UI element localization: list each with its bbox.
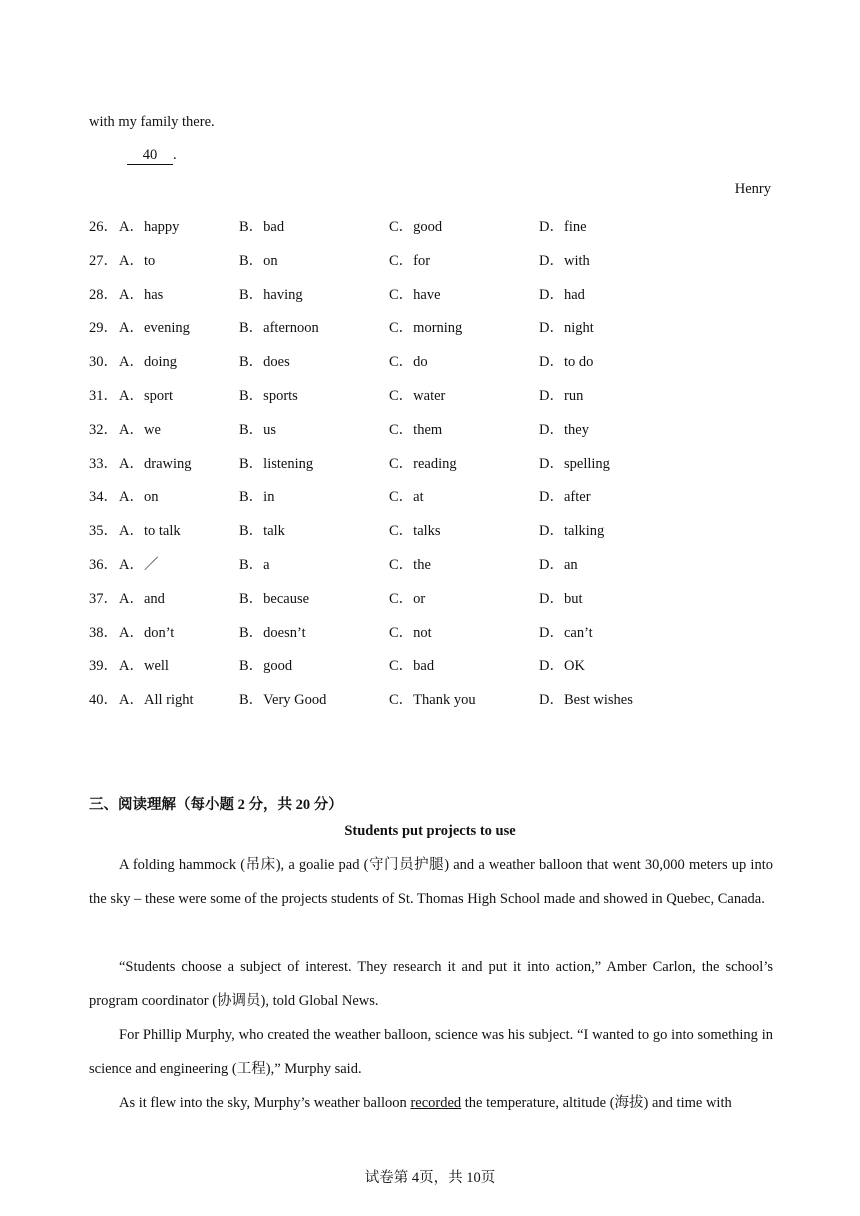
option-c (389, 519, 441, 540)
question-number: 35． (89, 523, 118, 540)
option-letter: C． (389, 354, 414, 371)
question-row (89, 283, 789, 303)
option-text: talking (563, 523, 605, 540)
option-letter: A． (119, 658, 144, 675)
option-text: they (563, 421, 589, 438)
option-a (119, 249, 155, 270)
option-b (239, 215, 284, 236)
option-d (539, 485, 591, 506)
question-row (89, 688, 789, 708)
option-d (539, 283, 585, 304)
option-b (239, 316, 319, 337)
option-text: talks (413, 523, 441, 540)
option-letter: A． (119, 692, 144, 709)
option-b (239, 350, 290, 371)
option-letter: D． (539, 658, 564, 675)
option-text: doesn’t (263, 624, 306, 641)
question-row (89, 316, 789, 336)
option-a (119, 350, 177, 371)
question-number: 36． (89, 557, 118, 573)
option-letter: D． (539, 455, 564, 472)
option-a (119, 485, 158, 506)
option-letter: B． (239, 219, 264, 235)
option-text: with (563, 252, 590, 269)
option-letter: B． (239, 320, 264, 337)
question-row (89, 654, 789, 674)
answer-blank-line (89, 147, 177, 165)
option-letter: D． (539, 523, 564, 540)
letter-signature: Henry (734, 181, 771, 197)
option-letter: C． (389, 219, 414, 235)
option-text: do (413, 354, 428, 371)
option-c (389, 485, 424, 506)
option-text: has (143, 286, 164, 303)
option-text: doing (143, 354, 178, 371)
option-text: evening (143, 320, 190, 337)
option-text: Thank you (413, 692, 476, 709)
option-text: a (263, 557, 270, 573)
option-text: afternoon (263, 320, 319, 337)
option-d (539, 350, 593, 371)
option-d (539, 553, 578, 574)
text-line: with my family there. (89, 114, 215, 130)
option-d (539, 384, 583, 405)
option-a (119, 283, 163, 304)
question-number: 33． (89, 455, 118, 472)
page-footer: 试卷第 4页，共 10页 (364, 1170, 496, 1186)
option-b (239, 553, 270, 574)
option-letter: C． (389, 320, 414, 337)
option-c (389, 553, 431, 574)
article-paragraph (89, 1086, 773, 1120)
option-text: an (563, 557, 578, 573)
option-text: we (143, 421, 161, 438)
question-number: 39． (89, 658, 118, 675)
option-d (539, 452, 610, 473)
option-c (389, 316, 462, 337)
option-text: water (413, 388, 446, 404)
option-letter: B． (239, 455, 264, 472)
option-letter: B． (239, 489, 264, 506)
option-d (539, 654, 585, 675)
option-b (239, 519, 285, 540)
option-letter: C． (389, 523, 414, 540)
option-c (389, 587, 425, 608)
option-letter: C． (389, 557, 414, 573)
option-d (539, 587, 583, 608)
option-letter: C． (389, 658, 414, 675)
option-text: to (143, 252, 156, 269)
option-d (539, 215, 587, 236)
option-b (239, 283, 303, 304)
option-text: run (563, 388, 584, 404)
option-text: for (413, 252, 431, 269)
option-d (539, 621, 593, 642)
option-a (119, 215, 179, 236)
option-letter: D． (539, 252, 564, 269)
option-a (119, 621, 174, 642)
option-letter: D． (539, 557, 564, 573)
option-text: at (413, 489, 424, 506)
option-letter: D． (539, 219, 564, 235)
option-text: to do (563, 354, 594, 371)
question-number: 37． (89, 590, 118, 607)
option-b (239, 654, 292, 675)
option-letter: D． (539, 489, 564, 506)
option-text: talk (263, 523, 285, 540)
question-number: 40． (89, 692, 118, 709)
option-text: or (413, 590, 426, 607)
option-letter: C． (389, 421, 414, 438)
option-letter: B． (239, 557, 264, 573)
question-row (89, 384, 789, 404)
question-row (89, 519, 789, 539)
option-b (239, 587, 309, 608)
option-letter: B． (239, 388, 264, 404)
option-letter: A． (119, 320, 144, 337)
option-letter: B． (239, 624, 264, 641)
option-text: had (563, 286, 585, 303)
option-letter: D． (539, 388, 564, 404)
option-text: after (563, 489, 591, 506)
option-letter: D． (539, 590, 564, 607)
option-letter: B． (239, 692, 264, 709)
option-text: can’t (563, 624, 593, 641)
option-letter: A． (119, 252, 144, 269)
option-letter: C． (389, 388, 414, 404)
option-letter: B． (239, 590, 264, 607)
option-letter: A． (119, 523, 144, 540)
option-b (239, 688, 326, 709)
option-letter: C． (389, 590, 414, 607)
option-letter: D． (539, 286, 564, 303)
article-title: Students put projects to use (344, 823, 516, 839)
option-b (239, 418, 276, 439)
option-letter: D． (539, 692, 564, 709)
option-c (389, 621, 432, 642)
question-row (89, 215, 789, 235)
option-a (119, 553, 158, 574)
question-row (89, 452, 789, 472)
option-letter: C． (389, 252, 414, 269)
option-text: morning (413, 320, 463, 337)
option-c (389, 688, 476, 709)
option-text: us (263, 421, 277, 438)
option-a (119, 452, 192, 473)
option-text: reading (413, 455, 457, 472)
option-b (239, 249, 278, 270)
option-text: and (143, 590, 165, 607)
section-title: 三、阅读理解（每小题 2 分，共 20 分） (89, 797, 343, 813)
option-c (389, 350, 428, 371)
option-text: drawing (143, 455, 192, 472)
option-text: having (263, 286, 303, 303)
option-a (119, 418, 161, 439)
option-a (119, 519, 181, 540)
option-a (119, 384, 173, 405)
option-letter: C． (389, 624, 414, 641)
option-text: sport (143, 388, 173, 404)
option-letter: A． (119, 421, 144, 438)
option-text: good (263, 658, 293, 675)
option-text: Very Good (263, 692, 327, 709)
option-letter: B． (239, 658, 264, 675)
option-c (389, 418, 442, 439)
option-a (119, 587, 165, 608)
option-letter: A． (119, 354, 144, 371)
option-letter: D． (539, 354, 564, 371)
question-row (89, 621, 789, 641)
option-letter: B． (239, 523, 264, 540)
option-text: Best wishes (563, 692, 633, 709)
option-d (539, 418, 589, 439)
option-letter: A． (119, 455, 144, 472)
option-letter: A． (119, 590, 144, 607)
article-paragraph: For Phillip Murphy, who created the weather balloon, science was his subject. “I wanted to go into something in science and engineering (工程),” Murphy said. (89, 1027, 773, 1077)
option-c (389, 249, 430, 270)
question-number: 31． (89, 388, 118, 404)
question-number: 29． (89, 320, 118, 337)
option-letter: C． (389, 455, 414, 472)
option-text: All right (143, 692, 194, 709)
paragraph-text: As it flew into the sky, Murphy’s weather balloon (119, 1095, 411, 1111)
option-text: does (263, 354, 290, 371)
option-a (119, 316, 190, 337)
option-c (389, 654, 434, 675)
option-a (119, 654, 169, 675)
option-text: bad (413, 658, 435, 675)
option-c (389, 283, 441, 304)
article-paragraph: A folding hammock (吊床), a goalie pad (守门员护腿) and a weather balloon that went 30,000 meters up into the sky – these were some of the projects students of St. Thomas High School made and showed in Quebec, Canada. (89, 857, 773, 907)
option-letter: C． (389, 286, 414, 303)
option-b (239, 384, 298, 405)
question-row (89, 485, 789, 505)
option-letter: B． (239, 286, 264, 303)
option-text: well (143, 658, 169, 675)
question-number: 27． (89, 252, 118, 269)
option-letter: A． (119, 286, 144, 303)
option-text: bad (263, 219, 285, 235)
option-a (119, 688, 194, 709)
question-row (89, 350, 789, 370)
option-text: but (563, 590, 583, 607)
option-letter: A． (119, 489, 144, 506)
option-text: on (143, 489, 159, 506)
option-text: not (413, 624, 432, 641)
option-letter: A． (119, 219, 144, 235)
underlined-word: recorded (410, 1095, 462, 1111)
question-number: 30． (89, 354, 118, 371)
question-row (89, 249, 789, 269)
answer-blank: 40 (127, 147, 173, 165)
option-c (389, 215, 442, 236)
option-letter: C． (389, 692, 414, 709)
option-text: have (413, 286, 441, 303)
option-text: OK (563, 658, 585, 675)
option-letter: B． (239, 421, 264, 438)
option-d (539, 688, 633, 709)
question-number: 38． (89, 624, 118, 641)
option-text: happy (143, 219, 180, 235)
option-text: night (563, 320, 594, 337)
option-text: fine (563, 219, 587, 235)
option-letter: A． (119, 557, 144, 573)
option-text: don’t (143, 624, 175, 641)
question-row (89, 553, 789, 573)
option-letter: B． (239, 354, 264, 371)
option-text: spelling (563, 455, 610, 472)
option-text: the (413, 557, 431, 573)
question-row (89, 418, 789, 438)
option-text: sports (263, 388, 298, 404)
question-number: 34． (89, 489, 118, 506)
option-letter: D． (539, 421, 564, 438)
question-row (89, 587, 789, 607)
option-c (389, 452, 457, 473)
option-letter: D． (539, 320, 564, 337)
option-text: because (263, 590, 310, 607)
option-letter: B． (239, 252, 264, 269)
question-number: 28． (89, 286, 118, 303)
article-paragraph: “Students choose a subject of interest. They research it and put it into action,” Amber Carlon, the school’s program coordinator (协调员), told Global News. (89, 959, 773, 1009)
option-d (539, 316, 594, 337)
paragraph-text: the temperature, altitude (海拔) and time with (461, 1095, 732, 1111)
option-text: listening (263, 455, 314, 472)
option-text: in (263, 489, 275, 506)
option-text: to talk (143, 523, 181, 540)
option-letter: A． (119, 624, 144, 641)
option-text: on (263, 252, 278, 269)
option-text: good (413, 219, 443, 235)
question-number: 26． (89, 219, 118, 235)
option-letter: D． (539, 624, 564, 641)
option-c (389, 384, 445, 405)
option-b (239, 621, 306, 642)
option-letter: C． (389, 489, 414, 506)
option-b (239, 452, 313, 473)
blank-suffix: . (173, 147, 177, 163)
option-letter: A． (119, 388, 144, 404)
option-text: them (413, 421, 443, 438)
option-d (539, 519, 604, 540)
question-number: 32． (89, 421, 118, 438)
option-text: ／ (143, 557, 159, 573)
option-d (539, 249, 590, 270)
option-b (239, 485, 274, 506)
